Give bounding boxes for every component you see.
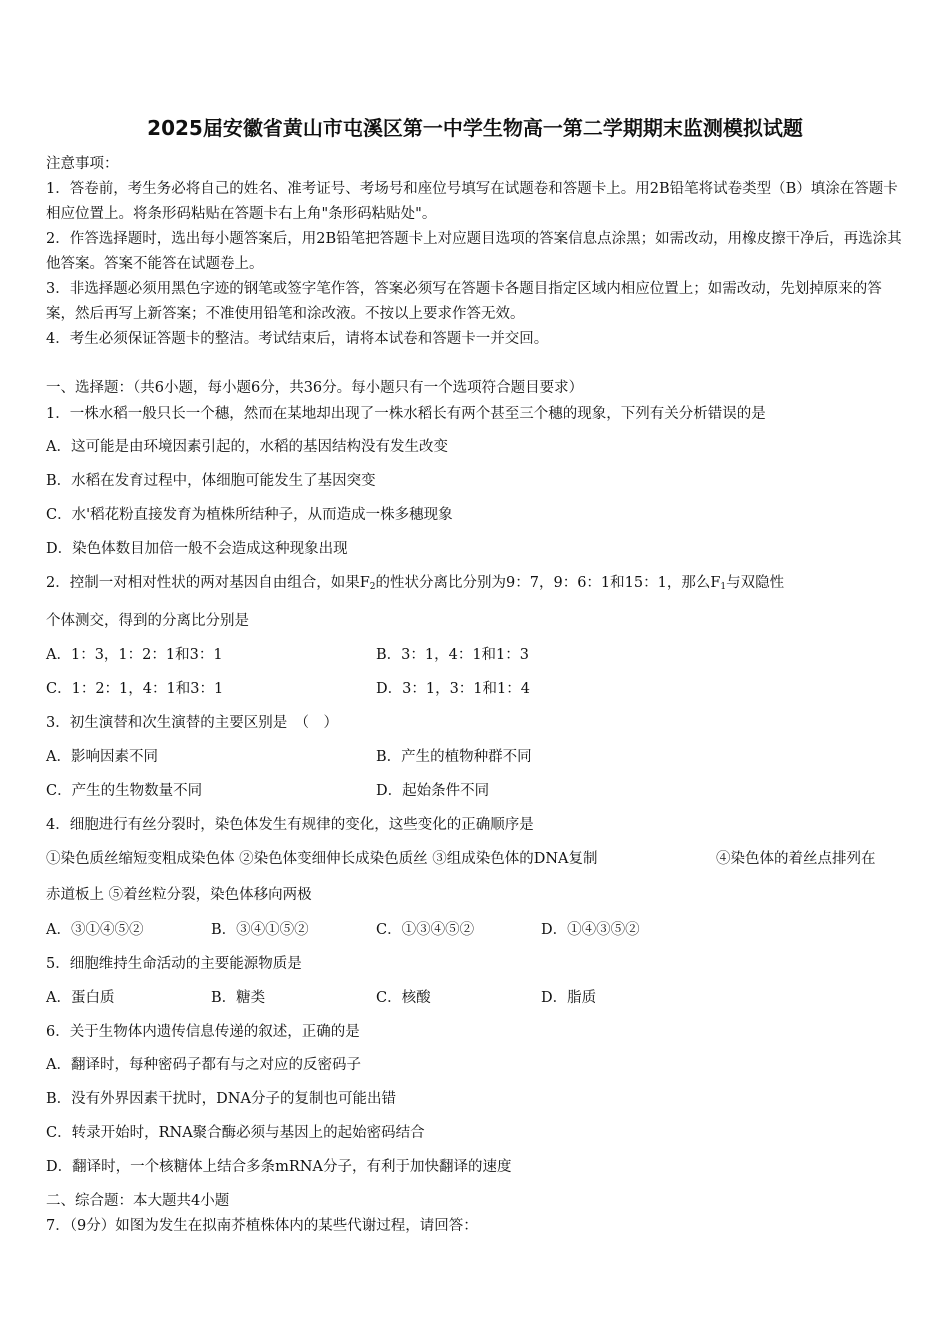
question-4-option-c: C．①③④⑤②	[376, 922, 475, 938]
question-7-stem: 7．（9分）如图为发生在拟南芥植株体内的某些代谢过程，请回答：	[46, 1218, 478, 1234]
question-2-option-c: C．1：2：1，4：1和3：1	[46, 681, 224, 697]
section-heading-choice: 一、选择题：（共6小题，每小题6分，共36分。每小题只有一个选项符合题目要求）	[46, 380, 584, 396]
question-5-option-b: B．糖类	[211, 990, 266, 1006]
question-2-option-b: B．3：1，4：1和1：3	[376, 647, 530, 663]
question-1-option-d: D．染色体数目加倍一般不会造成这种现象出现	[46, 541, 348, 557]
subscript: 2	[369, 582, 376, 592]
question-1-option-a: A．这可能是由环境因素引起的，水稻的基因结构没有发生改变	[46, 439, 448, 455]
question-4-option-a: A．③①④⑤②	[46, 922, 144, 938]
question-3-option-b: B．产生的植物种群不同	[376, 749, 532, 765]
question-2-stem-part: 与双隐性	[726, 575, 785, 591]
subscript: 1	[720, 582, 727, 592]
question-3-option-c: C．产生的生物数量不同	[46, 783, 203, 799]
question-2-stem	[46, 571, 784, 592]
question-2-option-d: D．3：1，3：1和1：4	[376, 681, 530, 697]
question-6-stem: 6．关于生物体内遗传信息传递的叙述，正确的是	[46, 1024, 360, 1040]
question-2-stem-part: 2．控制一对相对性状的两对基因自由组合，如果F	[46, 575, 370, 591]
question-5-stem: 5．细胞维持生命活动的主要能源物质是	[46, 956, 302, 972]
section-heading-comprehensive: 二、综合题：本大题共4小题	[46, 1193, 230, 1209]
question-3-stem: 3．初生演替和次生演替的主要区别是 （ ）	[46, 715, 338, 731]
question-6-option-c: C．转录开始时，RNA聚合酶必须与基因上的起始密码结合	[46, 1125, 425, 1141]
note-item: 4．考生必须保证答题卡的整洁。考试结束后，请将本试卷和答题卡一并交回。	[46, 331, 549, 347]
question-5-option-d: D．脂质	[541, 990, 597, 1006]
question-5-option-c: C．核酸	[376, 990, 431, 1006]
question-6-option-a: A．翻译时，每种密码子都有与之对应的反密码子	[46, 1057, 361, 1073]
note-item: 3．非选择题必须用黑色字迹的钢笔或签字笔作答，答案必须写在答题卡各题目指定区域内相应位置上；如需改动，先划掉原来的答案，然后再写上新答案；不准使用铅笔和涂改液。不按以上要求作答无效。	[46, 281, 882, 322]
question-1-stem: 1．一株水稻一般只长一个穗，然而在某地却出现了一株水稻长有两个甚至三个穗的现象，下列有关分析错误的是	[46, 406, 766, 422]
notes-heading: 注意事项：	[46, 156, 119, 172]
question-6-option-d: D．翻译时，一个核糖体上结合多条mRNA分子，有利于加快翻译的速度	[46, 1159, 512, 1175]
question-4-statements-line2: 赤道板上 ⑤着丝粒分裂，染色体移向两极	[46, 887, 312, 903]
question-5-option-a: A．蛋白质	[46, 990, 115, 1006]
notes-block	[46, 152, 908, 352]
question-4-statements: ①染色质丝缩短变粗成染色体 ②染色体变细伸长成染色质丝 ③组成染色体的DNA复制	[46, 851, 598, 867]
question-4-statements-cont: ④染色体的着丝点排列在	[716, 851, 876, 867]
question-2-stem-part: 的性状分离比分别为9：7，9：6：1和15：1，那么F	[375, 575, 721, 591]
question-4-option-b: B．③④①⑤②	[211, 922, 309, 938]
question-2-stem-continued: 个体测交，得到的分离比分别是	[46, 613, 249, 629]
question-3-option-a: A．影响因素不同	[46, 749, 158, 765]
question-1-option-b: B．水稻在发育过程中，体细胞可能发生了基因突变	[46, 473, 376, 489]
exam-title: 2025届安徽省黄山市屯溪区第一中学生物高一第二学期期末监测模拟试题	[147, 116, 803, 140]
question-3-option-d: D．起始条件不同	[376, 783, 490, 799]
question-4-stem: 4．细胞进行有丝分裂时，染色体发生有规律的变化，这些变化的正确顺序是	[46, 817, 534, 833]
question-1-option-c: C．水'稻花粉直接发育为植株所结种子，从而造成一株多穗现象	[46, 507, 453, 523]
note-item: 1．答卷前，考生务必将自己的姓名、准考证号、考场号和座位号填写在试题卷和答题卡上。用2B铅笔将试卷类型（B）填涂在答题卡相应位置上。将条形码粘贴在答题卡右上角"条形码粘贴处"。	[46, 181, 898, 222]
question-4-option-d: D．①④③⑤②	[541, 922, 640, 938]
question-2-option-a: A．1：3，1：2：1和3：1	[46, 647, 223, 663]
question-6-option-b: B．没有外界因素干扰时，DNA分子的复制也可能出错	[46, 1091, 396, 1107]
note-item: 2．作答选择题时，选出每小题答案后，用2B铅笔把答题卡上对应题目选项的答案信息点涂黑；如需改动，用橡皮擦干净后，再选涂其他答案。答案不能答在试题卷上。	[46, 231, 902, 272]
